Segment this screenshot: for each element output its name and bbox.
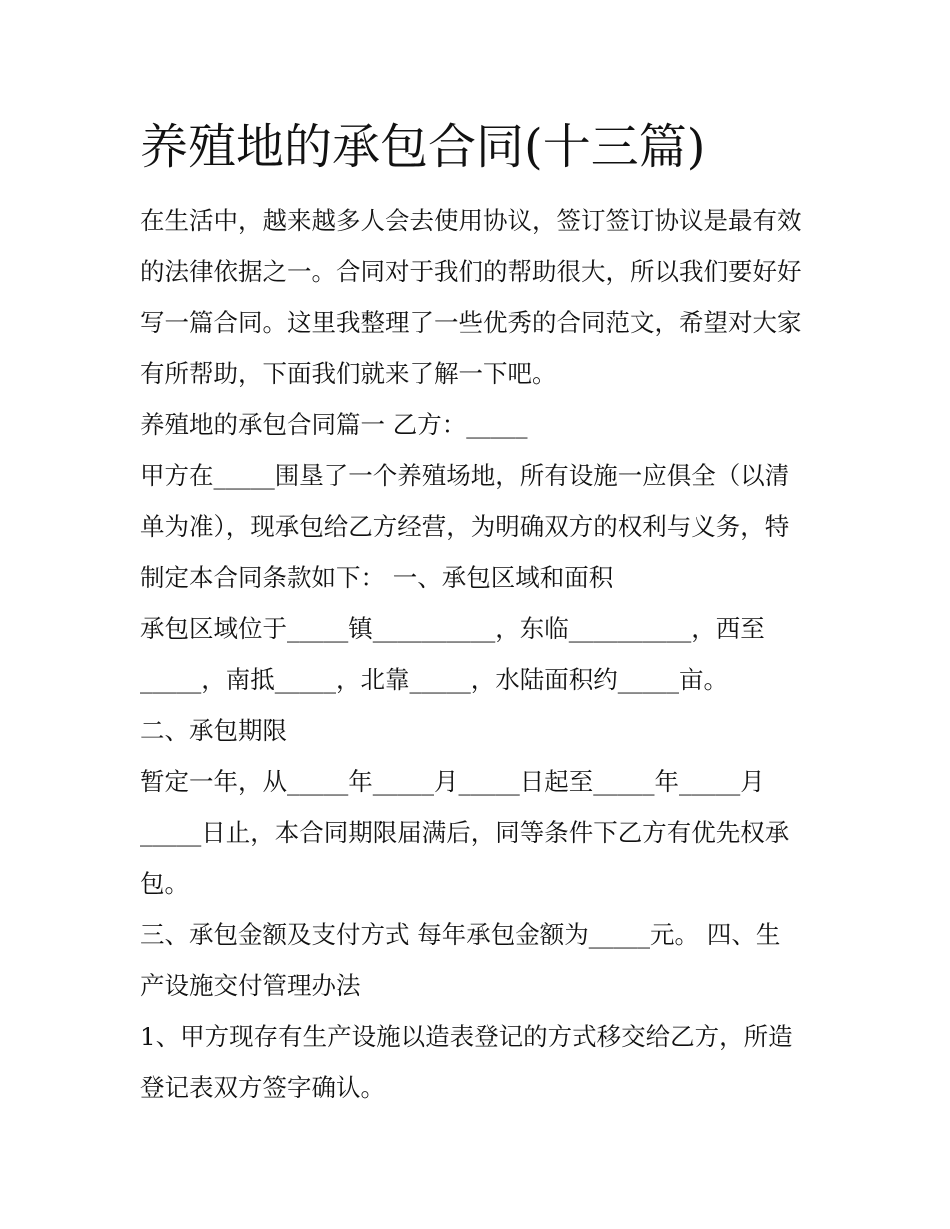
document-title: 养殖地的承包合同(十三篇) — [140, 119, 706, 175]
body-line: 在生活中，越来越多人会去使用协议，签订签订协议是最有效 — [140, 206, 802, 235]
body-line: 有所帮助，下面我们就来了解一下吧。 — [140, 359, 557, 388]
body-line: _____，南抵_____，北靠_____，水陆面积约_____亩。 — [140, 665, 728, 694]
body-line: 甲方在_____围垦了一个养殖场地，所有设施一应俱全（以清 — [140, 461, 790, 490]
body-line: 产设施交付管理办法 — [140, 971, 361, 1000]
body-line: 暂定一年，从_____年_____月_____日起至_____年_____月 — [140, 767, 765, 796]
body-line: 养殖地的承包合同篇一 乙方：_____ — [140, 410, 528, 439]
body-line: 包。 — [140, 869, 189, 898]
body-line: 1、甲方现存有生产设施以造表登记的方式移交给乙方，所造 — [140, 1022, 793, 1051]
body-line: 的法律依据之一。合同对于我们的帮助很大，所以我们要好好 — [140, 257, 802, 286]
body-line: 制定本合同条款如下： 一、承包区域和面积 — [140, 563, 614, 592]
body-line: 单为准），现承包给乙方经营，为明确双方的权利与义务，特 — [140, 512, 790, 541]
body-line: _____日止，本合同期限届满后，同等条件下乙方有优先权承 — [140, 818, 790, 847]
body-line: 写一篇合同。这里我整理了一些优秀的合同范文，希望对大家 — [140, 308, 802, 337]
body-line: 三、承包金额及支付方式 每年承包金额为_____元。 四、生 — [140, 920, 781, 949]
body-line: 承包区域位于_____镇__________，东临__________，西至 — [140, 614, 765, 643]
body-line: 二、承包期限 — [140, 716, 287, 745]
body-line: 登记表双方签字确认。 — [140, 1073, 385, 1102]
